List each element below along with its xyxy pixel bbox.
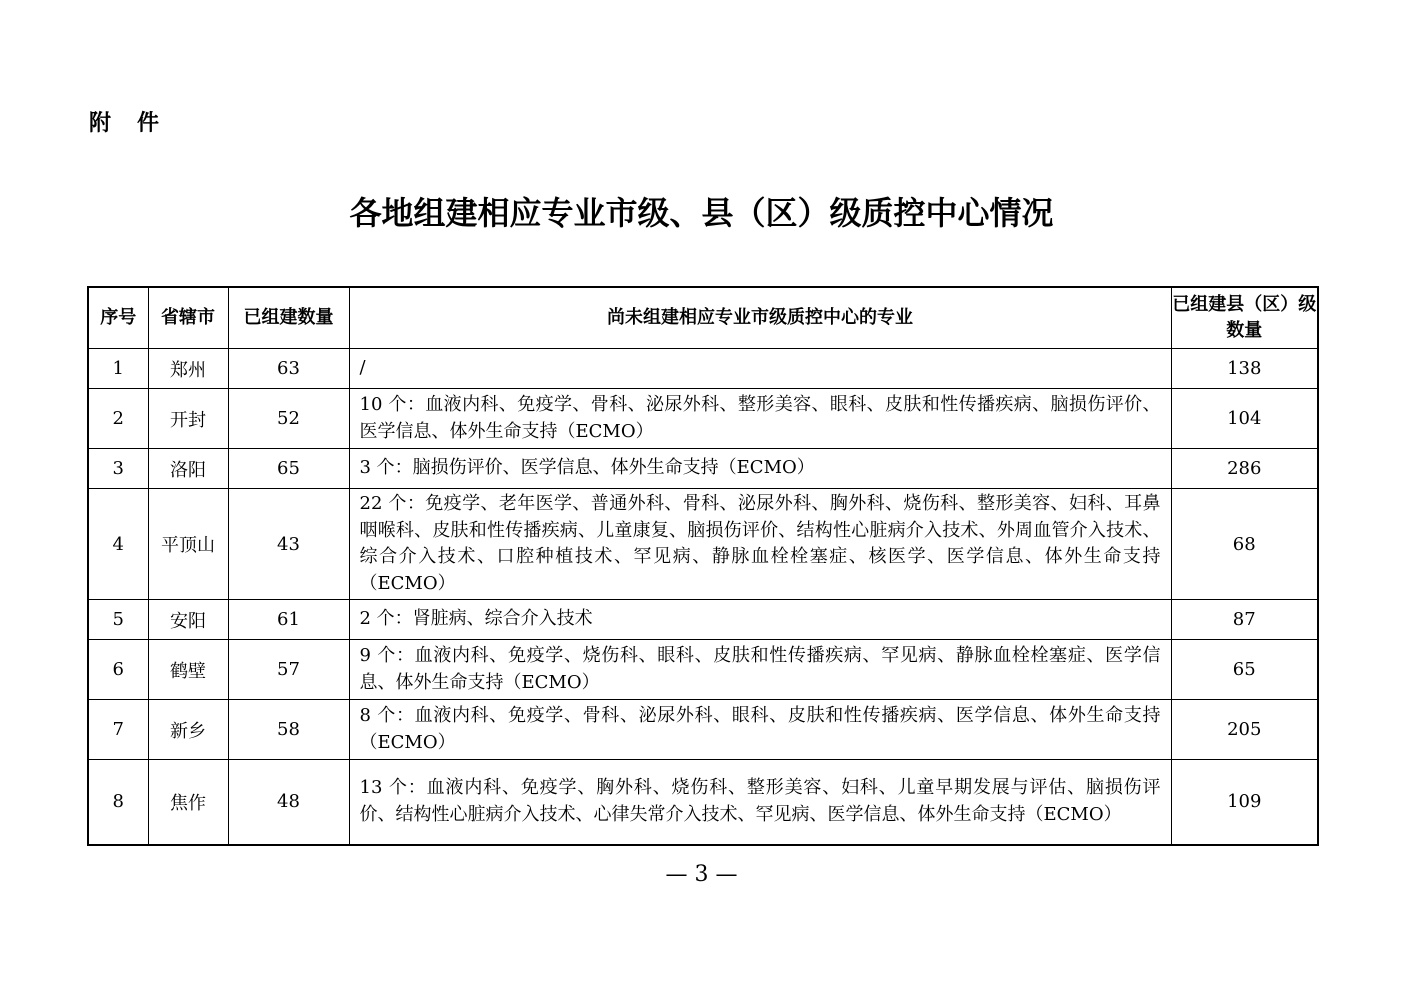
- cell-built: 43: [228, 489, 349, 600]
- table-row: [88, 760, 1318, 845]
- table-row: [88, 700, 1318, 760]
- cell-missing: 8 个：血液内科、免疫学、骨科、泌尿外科、眼科、皮肤和性传播疾病、医学信息、体外生命支持（ECMO）: [349, 700, 1171, 760]
- cell-county: 87: [1171, 600, 1318, 640]
- cell-city: 郑州: [148, 349, 228, 389]
- cell-no: 3: [88, 449, 148, 489]
- header-missing: 尚未组建相应专业市级质控中心的专业: [349, 287, 1171, 349]
- page-number: — 3 —: [665, 862, 738, 887]
- cell-built: 52: [228, 389, 349, 449]
- cell-city: 安阳: [148, 600, 228, 640]
- cell-city: 焦作: [148, 760, 228, 845]
- header-county: 已组建县（区）级数量: [1171, 287, 1318, 349]
- cell-missing: /: [349, 349, 1171, 389]
- table-row: [88, 600, 1318, 640]
- cell-county: 286: [1171, 449, 1318, 489]
- cell-no: 1: [88, 349, 148, 389]
- cell-missing: 13 个：血液内科、免疫学、胸外科、烧伤科、整形美容、妇科、儿童早期发展与评估、脑损伤评价、结构性心脏病介入技术、心律失常介入技术、罕见病、医学信息、体外生命支持（ECMO）: [349, 760, 1171, 845]
- cell-no: 2: [88, 389, 148, 449]
- cell-no: 6: [88, 640, 148, 700]
- cell-city: 鹤壁: [148, 640, 228, 700]
- annex-label: [89, 106, 159, 137]
- annex-char-1: 附: [89, 111, 112, 136]
- cell-no: 8: [88, 760, 148, 845]
- cell-county: 104: [1171, 389, 1318, 449]
- header-no: 序号: [88, 287, 148, 349]
- cell-built: 48: [228, 760, 349, 845]
- cell-missing: 2 个：肾脏病、综合介入技术: [349, 600, 1171, 640]
- cell-city: 新乡: [148, 700, 228, 760]
- table-row: [88, 640, 1318, 700]
- cell-missing: 10 个：血液内科、免疫学、骨科、泌尿外科、整形美容、眼科、皮肤和性传播疾病、脑损伤评价、医学信息、体外生命支持（ECMO）: [349, 389, 1171, 449]
- cell-county: 68: [1171, 489, 1318, 600]
- cell-missing: 22 个：免疫学、老年医学、普通外科、骨科、泌尿外科、胸外科、烧伤科、整形美容、妇科、耳鼻咽喉科、皮肤和性传播疾病、儿童康复、脑损伤评价、结构性心脏病介入技术、外周血管介入技术、综合介入技术、口腔种植技术、罕见病、静脉血栓栓塞症、核医学、医学信息、体外生命支持（ECMO）: [349, 489, 1171, 600]
- cell-county: 65: [1171, 640, 1318, 700]
- table-row: [88, 389, 1318, 449]
- table-header-row: [88, 287, 1318, 349]
- cell-built: 57: [228, 640, 349, 700]
- table-row: [88, 349, 1318, 389]
- cell-county: 109: [1171, 760, 1318, 845]
- cell-no: 7: [88, 700, 148, 760]
- cell-missing: 9 个：血液内科、免疫学、烧伤科、眼科、皮肤和性传播疾病、罕见病、静脉血栓栓塞症、医学信息、体外生命支持（ECMO）: [349, 640, 1171, 700]
- cell-no: 5: [88, 600, 148, 640]
- header-city: 省辖市: [148, 287, 228, 349]
- cell-built: 61: [228, 600, 349, 640]
- cell-city: 平顶山: [148, 489, 228, 600]
- annex-char-2: 件: [137, 111, 160, 136]
- page-title: 各地组建相应专业市级、县（区）级质控中心情况: [349, 194, 1054, 232]
- cell-built: 58: [228, 700, 349, 760]
- cell-city: 开封: [148, 389, 228, 449]
- cell-no: 4: [88, 489, 148, 600]
- cell-missing: 3 个：脑损伤评价、医学信息、体外生命支持（ECMO）: [349, 449, 1171, 489]
- quality-center-table: [87, 286, 1319, 846]
- cell-built: 65: [228, 449, 349, 489]
- cell-built: 63: [228, 349, 349, 389]
- cell-county: 138: [1171, 349, 1318, 389]
- cell-city: 洛阳: [148, 449, 228, 489]
- table-row: [88, 489, 1318, 600]
- cell-county: 205: [1171, 700, 1318, 760]
- table-row: [88, 449, 1318, 489]
- header-built: 已组建数量: [228, 287, 349, 349]
